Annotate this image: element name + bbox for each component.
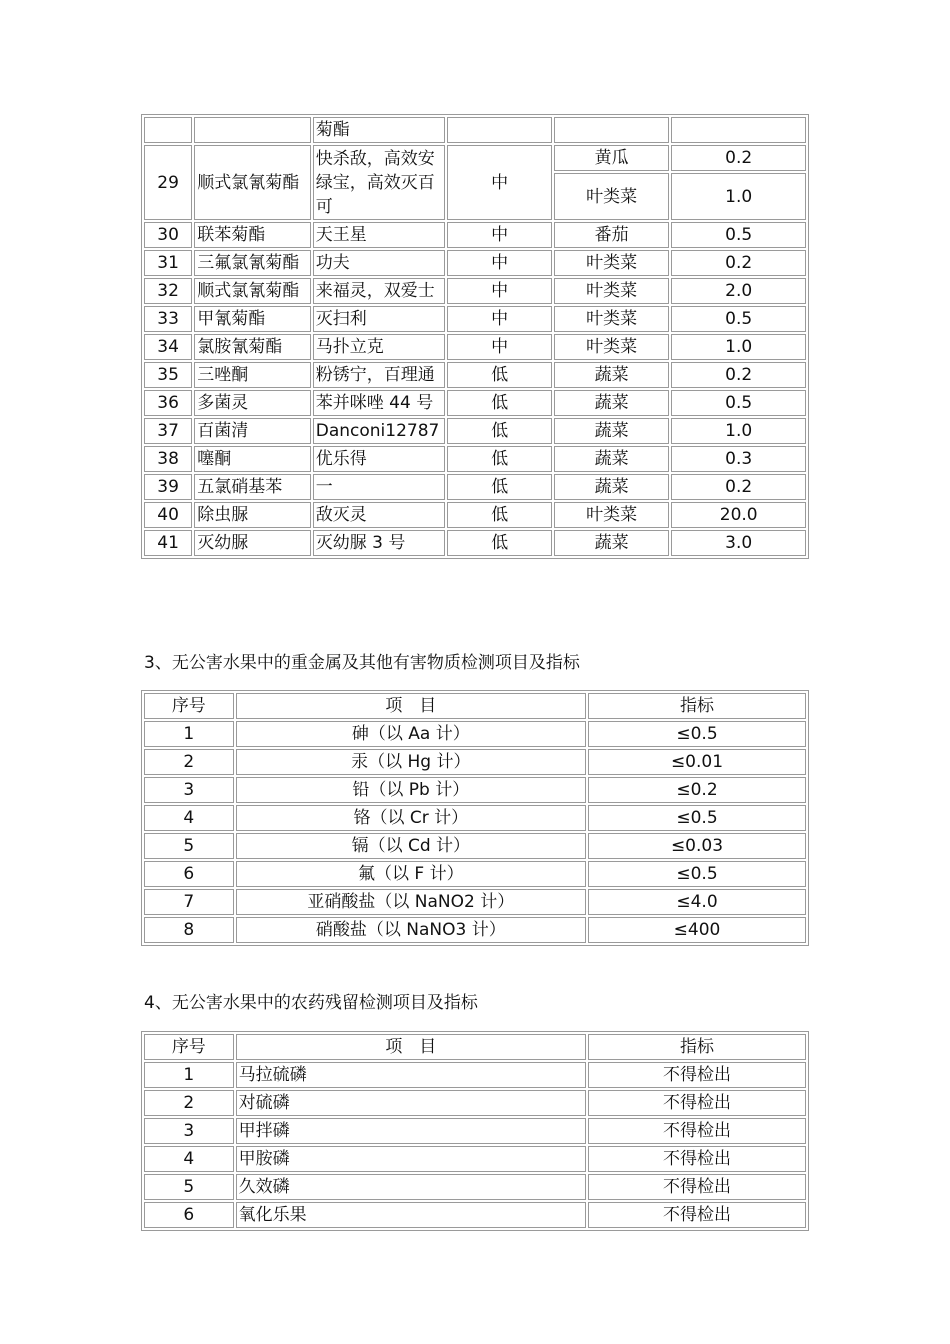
- item-name: 马拉硫磷: [236, 1062, 586, 1088]
- crop: 番茄: [554, 222, 670, 248]
- item-name: 汞（以 Hg 计）: [236, 749, 586, 775]
- table-row: [144, 1174, 806, 1200]
- pesticide-name: 多菌灵: [194, 390, 311, 416]
- row-number: 8: [144, 917, 234, 943]
- crop: 叶类菜: [554, 334, 670, 360]
- pesticide-limits-table: [141, 114, 809, 559]
- table-cell: [144, 117, 192, 143]
- column-header-index: 指标: [588, 693, 806, 719]
- table-row: [144, 1062, 806, 1088]
- toxicity: 低: [447, 502, 551, 528]
- limit-value: 2.0: [671, 278, 806, 304]
- table-row: [144, 1090, 806, 1116]
- item-name: 亚硝酸盐（以 NaNO2 计）: [236, 889, 586, 915]
- limit-value: 0.2: [671, 474, 806, 500]
- table-row: [144, 749, 806, 775]
- item-name: 铅（以 Pb 计）: [236, 777, 586, 803]
- pesticide-name: 顺式氯氰菊酯: [194, 145, 311, 220]
- toxicity: 低: [447, 418, 551, 444]
- limit-value: 0.2: [671, 362, 806, 388]
- table-row: [144, 278, 806, 304]
- table-row: [144, 861, 806, 887]
- pesticide-name: 五氯硝基苯: [194, 474, 311, 500]
- section-3-heading: 3、无公害水果中的重金属及其他有害物质检测项目及指标: [144, 653, 580, 673]
- index-value: ≤0.5: [588, 721, 806, 747]
- trade-name: 快杀敌，高效安绿宝，高效灭百可: [313, 145, 446, 220]
- limit-value: 0.3: [671, 446, 806, 472]
- row-number: 2: [144, 1090, 234, 1116]
- toxicity: 中: [447, 222, 551, 248]
- row-number: 30: [144, 222, 192, 248]
- column-header-index: 指标: [588, 1034, 806, 1060]
- toxicity: 低: [447, 362, 551, 388]
- trade-name: Danconi12787: [313, 418, 446, 444]
- column-header-item: 项 目: [236, 1034, 586, 1060]
- table-row: [144, 917, 806, 943]
- item-name: 硝酸盐（以 NaNO3 计）: [236, 917, 586, 943]
- row-number: 40: [144, 502, 192, 528]
- item-name: 甲胺磷: [236, 1146, 586, 1172]
- trade-name: 灭扫利: [313, 306, 446, 332]
- row-number: 4: [144, 805, 234, 831]
- toxicity: 中: [447, 334, 551, 360]
- table-row: [144, 362, 806, 388]
- toxicity: 中: [447, 250, 551, 276]
- table-row: [144, 1118, 806, 1144]
- item-name: 久效磷: [236, 1174, 586, 1200]
- crop: 叶类菜: [554, 278, 670, 304]
- row-number: 5: [144, 833, 234, 859]
- toxicity: 低: [447, 390, 551, 416]
- table-row: [144, 222, 806, 248]
- item-name: 对硫磷: [236, 1090, 586, 1116]
- table-row: [144, 1202, 806, 1228]
- crop: 叶类菜: [554, 502, 670, 528]
- table-cell: [554, 117, 670, 143]
- row-number: 33: [144, 306, 192, 332]
- item-name: 甲拌磷: [236, 1118, 586, 1144]
- trade-name: 马扑立克: [313, 334, 446, 360]
- toxicity: 低: [447, 474, 551, 500]
- row-number: 29: [144, 145, 192, 220]
- crop: 黄瓜: [554, 145, 670, 171]
- table-row: [144, 418, 806, 444]
- trade-name: 天王星: [313, 222, 446, 248]
- row-number: 34: [144, 334, 192, 360]
- limit-value: 3.0: [671, 530, 806, 556]
- pesticide-name: 噻酮: [194, 446, 311, 472]
- row-number: 7: [144, 889, 234, 915]
- crop: 叶类菜: [554, 306, 670, 332]
- crop: 叶类菜: [554, 173, 670, 220]
- index-value: 不得检出: [588, 1062, 806, 1088]
- table-header-row: [144, 693, 806, 719]
- index-value: 不得检出: [588, 1090, 806, 1116]
- column-header-no: 序号: [144, 1034, 234, 1060]
- table-cell: [447, 117, 551, 143]
- trade-name: 粉锈宁，百理通: [313, 362, 446, 388]
- crop: 蔬菜: [554, 446, 670, 472]
- pesticide-name: 百菌清: [194, 418, 311, 444]
- table-cell: [194, 117, 311, 143]
- trade-name: 苯并咪唑 44 号: [313, 390, 446, 416]
- limit-value: 0.5: [671, 390, 806, 416]
- table-cell: 菊酯: [313, 117, 446, 143]
- pesticide-name: 顺式氯氰菊酯: [194, 278, 311, 304]
- pesticide-name: 氯胺氰菊酯: [194, 334, 311, 360]
- pesticide-name: 三氟氯氰菊酯: [194, 250, 311, 276]
- row-number: 37: [144, 418, 192, 444]
- table-row: [144, 117, 806, 143]
- table-header-row: [144, 1034, 806, 1060]
- table-row: [144, 777, 806, 803]
- table-row: [144, 390, 806, 416]
- table-row: [144, 250, 806, 276]
- row-number: 3: [144, 777, 234, 803]
- index-value: ≤0.2: [588, 777, 806, 803]
- limit-value: 0.2: [671, 145, 806, 171]
- row-number: 6: [144, 1202, 234, 1228]
- column-header-no: 序号: [144, 693, 234, 719]
- index-value: 不得检出: [588, 1146, 806, 1172]
- row-number: 38: [144, 446, 192, 472]
- row-number: 41: [144, 530, 192, 556]
- pesticide-name: 除虫脲: [194, 502, 311, 528]
- table-row: [144, 721, 806, 747]
- trade-name: 一: [313, 474, 446, 500]
- toxicity: 中: [447, 278, 551, 304]
- row-number: 1: [144, 721, 234, 747]
- trade-name: 来福灵，双爱士: [313, 278, 446, 304]
- table-row: [144, 334, 806, 360]
- row-number: 35: [144, 362, 192, 388]
- heavy-metal-table: [141, 690, 809, 946]
- crop: 蔬菜: [554, 474, 670, 500]
- row-number: 36: [144, 390, 192, 416]
- limit-value: 1.0: [671, 173, 806, 220]
- index-value: 不得检出: [588, 1202, 806, 1228]
- index-value: 不得检出: [588, 1118, 806, 1144]
- table-row: [144, 446, 806, 472]
- crop: 蔬菜: [554, 530, 670, 556]
- crop: 蔬菜: [554, 390, 670, 416]
- toxicity: 低: [447, 446, 551, 472]
- row-number: 32: [144, 278, 192, 304]
- column-header-item: 项 目: [236, 693, 586, 719]
- table-row: [144, 833, 806, 859]
- item-name: 砷（以 Aa 计）: [236, 721, 586, 747]
- pesticide-name: 联苯菊酯: [194, 222, 311, 248]
- row-number: 4: [144, 1146, 234, 1172]
- item-name: 镉（以 Cd 计）: [236, 833, 586, 859]
- table-row: [144, 502, 806, 528]
- limit-value: 1.0: [671, 334, 806, 360]
- pesticide-name: 灭幼脲: [194, 530, 311, 556]
- limit-value: 1.0: [671, 418, 806, 444]
- index-value: ≤0.5: [588, 861, 806, 887]
- table-row: [144, 805, 806, 831]
- crop: 叶类菜: [554, 250, 670, 276]
- limit-value: 20.0: [671, 502, 806, 528]
- pesticide-name: 三唑酮: [194, 362, 311, 388]
- row-number: 1: [144, 1062, 234, 1088]
- row-number: 6: [144, 861, 234, 887]
- trade-name: 功夫: [313, 250, 446, 276]
- limit-value: 0.2: [671, 250, 806, 276]
- table-cell: [671, 117, 806, 143]
- pesticide-name: 甲氰菊酯: [194, 306, 311, 332]
- item-name: 氧化乐果: [236, 1202, 586, 1228]
- index-value: ≤0.5: [588, 805, 806, 831]
- item-name: 铬（以 Cr 计）: [236, 805, 586, 831]
- table-row: [144, 889, 806, 915]
- trade-name: 敌灭灵: [313, 502, 446, 528]
- index-value: ≤0.03: [588, 833, 806, 859]
- row-number: 5: [144, 1174, 234, 1200]
- table-row: [144, 306, 806, 332]
- table-row: [144, 474, 806, 500]
- crop: 蔬菜: [554, 362, 670, 388]
- table-row: [144, 145, 806, 171]
- item-name: 氟（以 F 计）: [236, 861, 586, 887]
- index-value: ≤400: [588, 917, 806, 943]
- crop: 蔬菜: [554, 418, 670, 444]
- toxicity: 中: [447, 145, 551, 220]
- row-number: 31: [144, 250, 192, 276]
- toxicity: 低: [447, 530, 551, 556]
- row-number: 2: [144, 749, 234, 775]
- row-number: 3: [144, 1118, 234, 1144]
- limit-value: 0.5: [671, 222, 806, 248]
- limit-value: 0.5: [671, 306, 806, 332]
- table-row: [144, 1146, 806, 1172]
- row-number: 39: [144, 474, 192, 500]
- index-value: ≤4.0: [588, 889, 806, 915]
- index-value: ≤0.01: [588, 749, 806, 775]
- trade-name: 灭幼脲 3 号: [313, 530, 446, 556]
- table-row: [144, 530, 806, 556]
- fruit-pesticide-table: [141, 1031, 809, 1231]
- trade-name: 优乐得: [313, 446, 446, 472]
- index-value: 不得检出: [588, 1174, 806, 1200]
- toxicity: 中: [447, 306, 551, 332]
- section-4-heading: 4、无公害水果中的农药残留检测项目及指标: [144, 993, 478, 1013]
